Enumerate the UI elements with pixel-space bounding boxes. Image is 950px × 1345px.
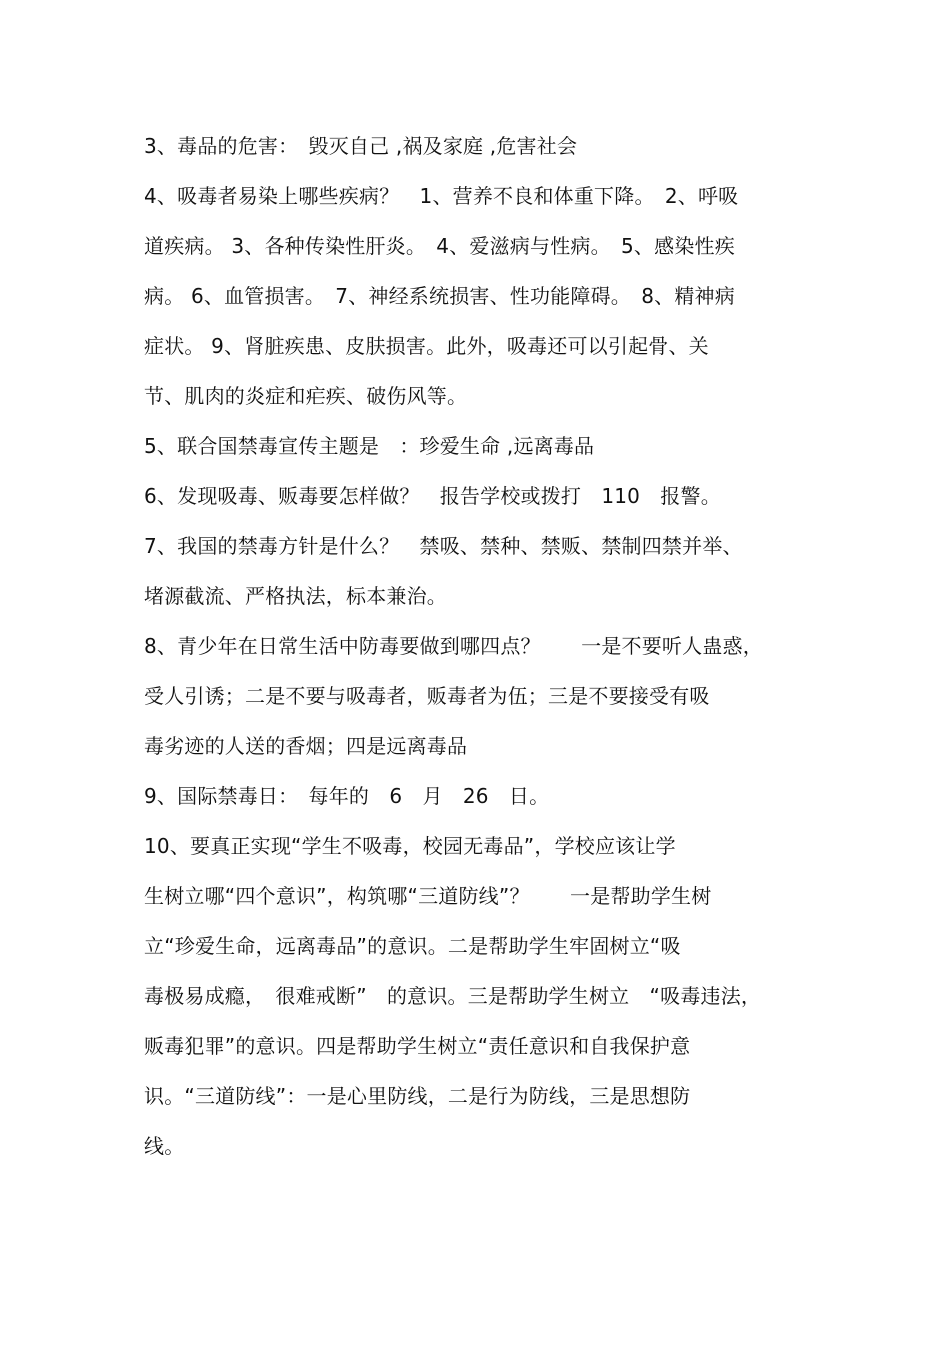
text-line-14: 9、国际禁毒日： 每年的 6 月 26 日。 (144, 784, 550, 808)
text-line-7: 5、联合国禁毒宣传主题是 ：珍爱生命 ,远离毒品 (144, 434, 595, 458)
text-line-18: 毒极易成瘾， 很难戒断” 的意识。三是帮助学生树立 “吸毒违法， (144, 984, 762, 1008)
text-line-15: 10、要真正实现“学生不吸毒，校园无毒品”，学校应该让学 (144, 834, 676, 858)
text-line-17: 立“珍爱生命，远离毒品”的意识。二是帮助学生牢固树立“吸 (144, 934, 681, 958)
text-line-1: 3、毒品的危害： 毁灭自己 ,祸及家庭 ,危害社会 (144, 134, 578, 158)
text-line-8: 6、发现吸毒、贩毒要怎样做？ 报告学校或拨打 110 报警。 (144, 484, 721, 508)
text-line-20: 识。“三道防线”：一是心里防线，二是行为防线，三是思想防 (144, 1084, 691, 1108)
text-line-10: 堵源截流、严格执法，标本兼治。 (144, 584, 447, 608)
text-line-19: 贩毒犯罪”的意识。四是帮助学生树立“责任意识和自我保护意 (144, 1034, 691, 1058)
text-line-6: 节、肌肉的炎症和疟疾、破伤风等。 (144, 384, 468, 408)
text-line-3: 道疾病。 3、各种传染性肝炎。 4、爱滋病与性病。 5、感染性疾 (144, 234, 735, 258)
text-line-13: 毒劣迹的人送的香烟；四是远离毒品 (144, 734, 468, 758)
text-line-2: 4、吸毒者易染上哪些疾病？ 1、营养不良和体重下降。 2、呼吸 (144, 184, 739, 208)
text-line-21: 线。 (144, 1134, 185, 1158)
text-line-4: 病。 6、血管损害。 7、神经系统损害、性功能障碍。 8、精神病 (144, 284, 735, 308)
text-line-12: 受人引诱；二是不要与吸毒者，贩毒者为伍；三是不要接受有吸 (144, 684, 710, 708)
text-line-11: 8、青少年在日常生活中防毒要做到哪四点？ 一是不要听人蛊惑， (144, 634, 763, 658)
text-line-16: 生树立哪“四个意识”，构筑哪“三道防线”？ 一是帮助学生树 (144, 884, 712, 908)
text-line-5: 症状。 9、肾脏疾患、皮肤损害。此外，吸毒还可以引起骨、关 (144, 334, 709, 358)
text-line-9: 7、我国的禁毒方针是什么？ 禁吸、禁种、禁贩、禁制四禁并举、 (144, 534, 743, 558)
